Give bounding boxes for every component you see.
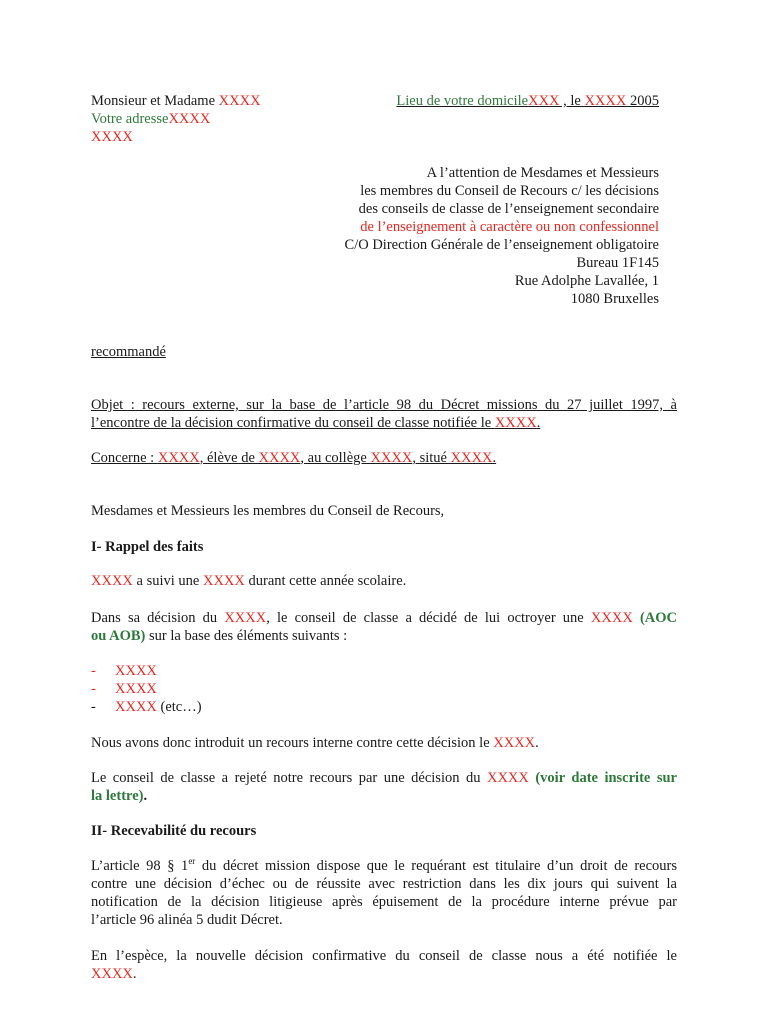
section1-title: I- Rappel des faits [91,539,204,555]
concerne-text: , situé [412,450,451,466]
objet-end: . [536,415,541,431]
para-text: Dans sa décision du [91,610,225,626]
concerne-label: Concerne : [91,450,158,466]
list-item [91,680,202,698]
section2-title: II- Recevabilité du recours [91,823,257,839]
placeholder: XXXX [486,770,529,786]
para-text: . [535,735,539,751]
objet-line: Objet : recours externe, sur la base de l’article 98 du Décret missions du 27 juillet 1997, à [91,397,677,413]
para-text: Nous avons donc introduit un recours interne contre cette décision le [91,735,494,751]
sender-address [91,110,261,128]
recipient-line: C/O Direction Générale de l’enseignement obligatoire [344,237,659,253]
salutation: Mesdames et Messieurs les membres du Conseil de Recours, [91,503,445,519]
list-dash: - [91,663,96,679]
parent-placeholder: XXXX [258,450,301,466]
objet-line [91,414,677,432]
para-line: contre une décision d’échec ou de réussite avec restriction dans les dix jours qui suivent la [91,876,677,892]
para-text: durant cette année scolaire. [244,573,407,589]
para-line [91,627,677,645]
para-text: L’article 98 § 1 [91,858,189,874]
concerne-text: . [492,450,497,466]
date-year: 2005 [626,93,659,109]
location-placeholder: XXXX [450,450,493,466]
date-note: la lettre) [91,788,144,804]
para-line: notification de la décision litigieuse après épuisement de la procédure interne prévue par [91,894,677,910]
recipient-line: 1080 Bruxelles [570,291,659,307]
option-note: ou AOB) [91,628,146,644]
para-text: . [143,788,148,804]
para-line: l’article 96 alinéa 5 dudit Décret. [91,912,283,928]
concerne-text: , élève de [199,450,259,466]
para-line [91,965,677,983]
placeholder: XXXX [91,573,133,589]
para-line [91,769,677,787]
objet-text: l’encontre de la décision confirmative du conseil de classe notifiée le [91,415,495,431]
concerne-text: , au collège [300,450,371,466]
sender-name-label: Monsieur et Madame [91,93,219,109]
para-line [91,787,677,805]
placeholder: XXXX [91,966,133,982]
list-item [91,698,202,716]
section1-para4 [91,769,677,805]
list-item-text: XXXX [115,681,157,697]
superscript: er [188,856,196,867]
date-placeholder: XXXX [584,93,627,109]
place-date [360,92,659,110]
list-item-text: XXXX [115,663,157,679]
para-line [91,609,677,627]
para-text: sur la base des éléments suivants : [145,628,348,644]
place-date-separator: , le [559,93,585,109]
elements-list [91,662,202,716]
sender-block [91,92,261,146]
school-placeholder: XXXX [370,450,413,466]
recipient-block [260,164,659,308]
objet [91,396,677,432]
list-dash: - [91,699,96,715]
list-dash: - [91,681,96,697]
sender-address-placeholder: XXXX [168,111,211,127]
placeholder: XXXX [202,573,245,589]
recipient-line: les membres du Conseil de Recours c/ les décisions [360,183,659,199]
recipient-line: A l’attention de Mesdames et Messieurs [426,165,659,181]
para-line [91,857,677,875]
sender-name-placeholder: XXXX [218,93,261,109]
sender-name [91,92,261,110]
delivery-mode: recommandé [91,344,166,360]
student-placeholder: XXXX [157,450,200,466]
section2-para2 [91,947,677,983]
placeholder: XXXX [493,735,536,751]
para-text: a suivi une [132,573,203,589]
place-placeholder: XXX [528,93,560,109]
recipient-line: des conseils de classe de l’enseignement secondaire [358,201,659,217]
concerne [91,449,496,467]
para-text: du décret mission dispose que le requérant est titulaire d’un droit de recours [195,858,678,874]
place-label: Lieu de votre domicile [396,93,529,109]
sender-address-label: Votre adresse [91,111,169,127]
date-note: (voir date inscrite sur [528,770,677,786]
para-text: . [132,966,137,982]
section1-para1 [91,572,406,590]
placeholder: XXXX [224,610,267,626]
list-item-suffix: (etc…) [156,699,202,715]
list-item [91,662,202,680]
option-note: (AOC [632,610,678,626]
section1-para3 [91,734,539,752]
sender-city-placeholder: XXXX [91,129,133,145]
para-text: , le conseil de classe a décidé de lui octroyer une [266,610,591,626]
para-line: En l’espèce, la nouvelle décision confirmative du conseil de classe nous a été notifiée le [91,948,677,964]
recipient-line: Rue Adolphe Lavallée, 1 [514,273,659,289]
recipient-line: de l’enseignement à caractère ou non confessionnel [360,219,659,235]
objet-placeholder: XXXX [494,415,537,431]
section2-para1 [91,857,677,929]
section1-para2 [91,609,677,645]
recipient-line: Bureau 1F145 [576,255,659,271]
placeholder: XXXX [590,610,633,626]
para-text: Le conseil de classe a rejeté notre recours par une décision du [91,770,487,786]
list-item-text: XXXX [115,699,157,715]
